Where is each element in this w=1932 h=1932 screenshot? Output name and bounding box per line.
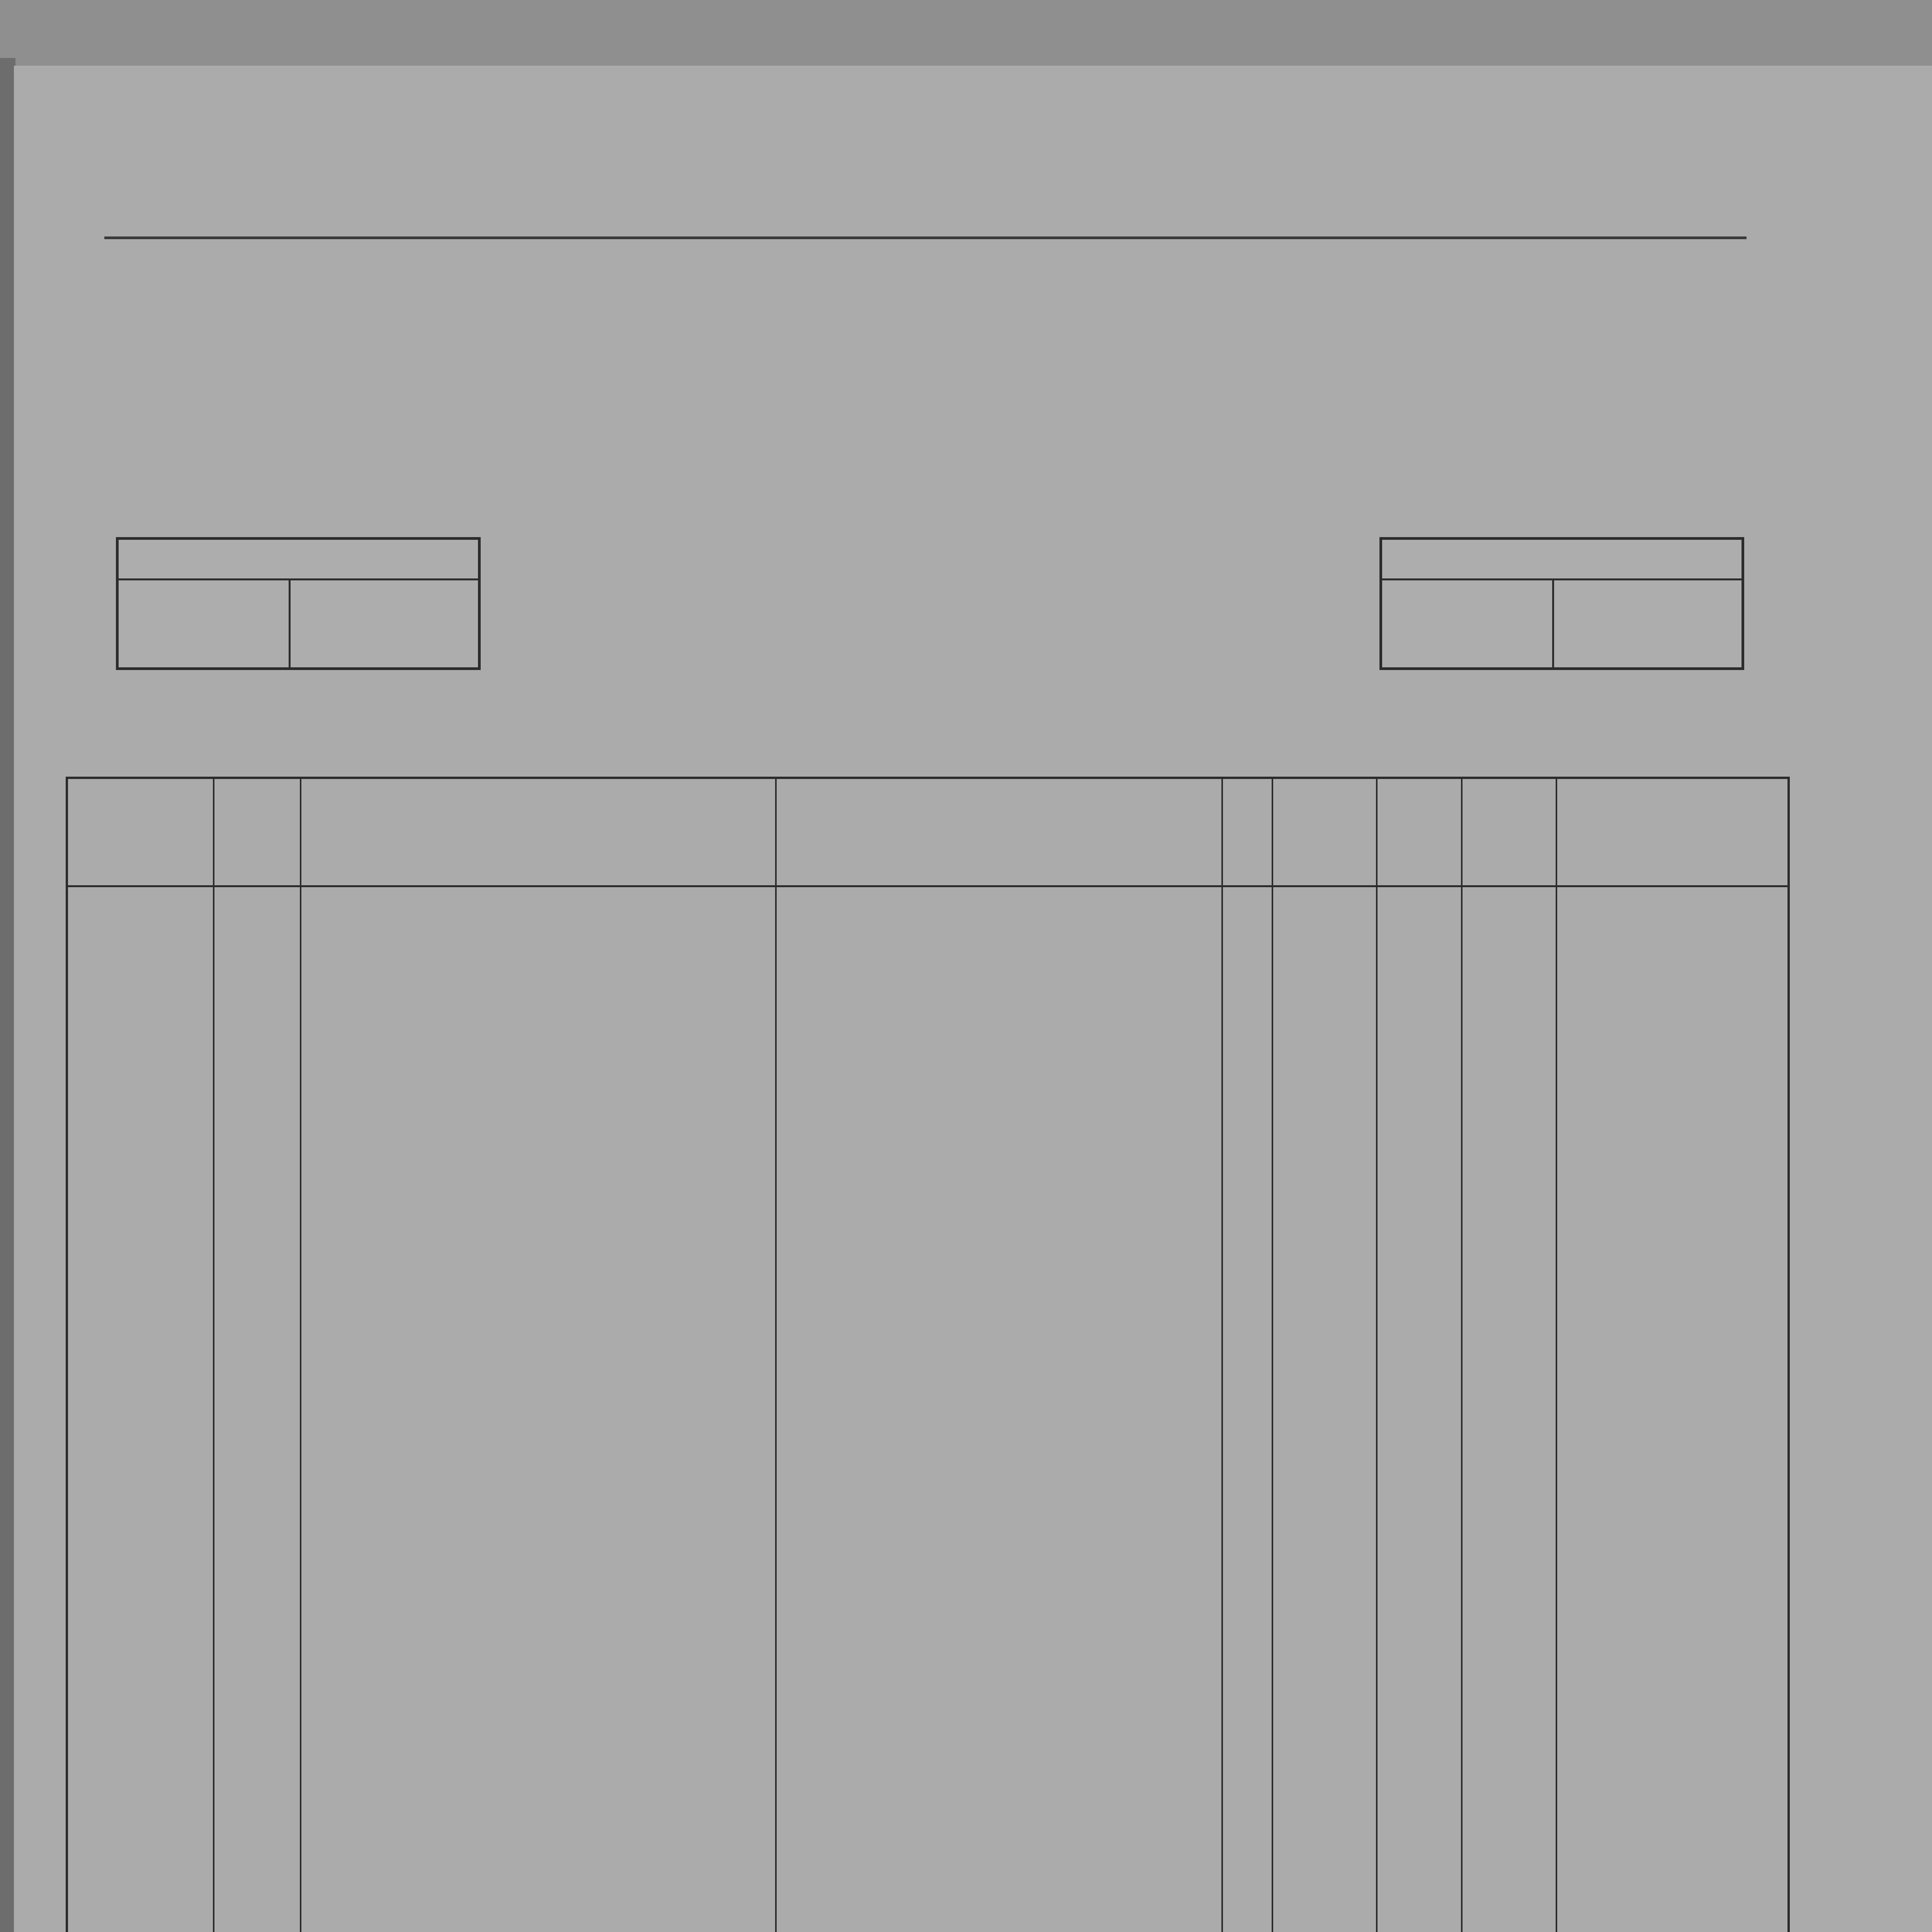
column-rule (213, 779, 214, 1932)
quotation-table (66, 777, 1790, 1932)
box-rule (1382, 578, 1742, 580)
column-rule (1376, 779, 1378, 1932)
header-separator (68, 885, 1787, 887)
column-rule (775, 779, 777, 1932)
subscriptions-box-right (1379, 537, 1744, 670)
column-rule (300, 779, 301, 1932)
box-rule (119, 578, 478, 580)
box-divider (1552, 578, 1554, 667)
box-divider (289, 578, 291, 667)
subscriptions-left-title (119, 540, 478, 548)
subscriptions-right-title (1382, 540, 1742, 548)
subscriptions-box-left (116, 537, 481, 670)
page-shadow (0, 58, 15, 1932)
column-rule (1556, 779, 1557, 1932)
column-rule (1221, 779, 1223, 1932)
column-rule (1461, 779, 1463, 1932)
header-rule (104, 236, 1747, 239)
column-rule (1272, 779, 1273, 1932)
